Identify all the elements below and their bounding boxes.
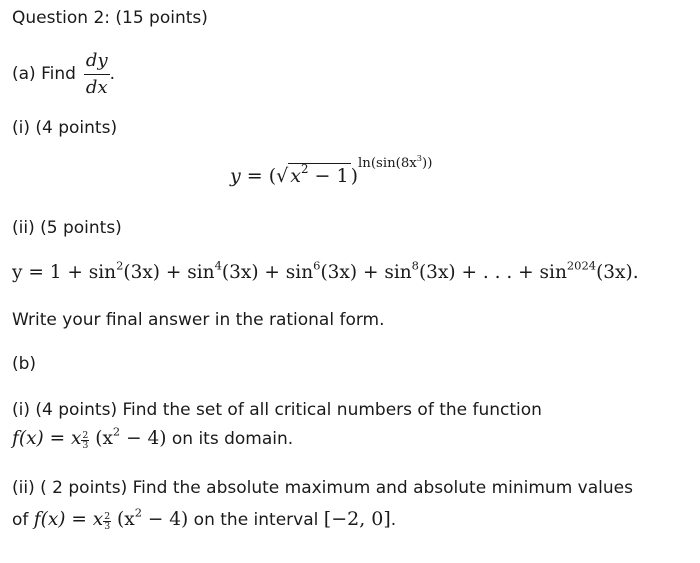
eq-i-equals: = ( <box>240 164 277 187</box>
part-a-ii-label: (ii) (5 points) <box>12 218 122 238</box>
part-b-ii-text: (ii) ( 2 points) Find the absolute maximum and absolute minimum values <box>12 478 633 498</box>
part-b-label: (b) <box>12 354 37 374</box>
dydx-fraction <box>84 50 110 98</box>
instruction-text: Write your final answer in the rational form. <box>12 310 385 330</box>
question-title: Question 2: (15 points) <box>12 8 208 28</box>
part-b-ii-function: of f(x) = x $\frac{2}{3}$ $(x^2 - 4)$ on the interval [−2, 0]. <box>12 505 397 533</box>
eq-i-close-paren: ) <box>350 164 358 187</box>
sqrt-expression <box>276 161 350 188</box>
part-b-i-function: f(x) = x $\frac{2}{3}$ $(x^2 - 4)$ on its domain. <box>12 424 294 452</box>
exponent-two-thirds-2: $\frac{2}{3}$ <box>104 510 111 533</box>
part-a-i-label: (i) (4 points) <box>12 118 118 138</box>
dydx-period: . <box>109 63 116 84</box>
equation-ii: $y = 1 + \sin^2(3x) + \sin^4(3x) + \sin^6(3x) + \sin^8(3x)$ + . . . + $\sin^{2024}(3x)$. <box>12 258 639 283</box>
part-a-heading <box>12 48 115 100</box>
interval: [−2, 0] <box>323 508 391 530</box>
exponent-two-thirds: $\frac{2}{3}$ <box>82 429 89 452</box>
dydx-numerator: dy <box>84 50 110 75</box>
part-b-i-text: (i) (4 points) Find the set of all critical numbers of the function <box>12 400 542 420</box>
equation-i <box>230 153 433 188</box>
eq-i-y: y <box>230 164 241 187</box>
part-a-label: (a) Find <box>12 63 76 84</box>
radicand: $x^2 - 1$ <box>290 161 349 187</box>
eq-i-exponent: ln(sin(8x3)) <box>358 153 433 172</box>
dydx-denominator: dx <box>85 76 108 98</box>
radical-sign-icon: √ <box>276 164 289 187</box>
